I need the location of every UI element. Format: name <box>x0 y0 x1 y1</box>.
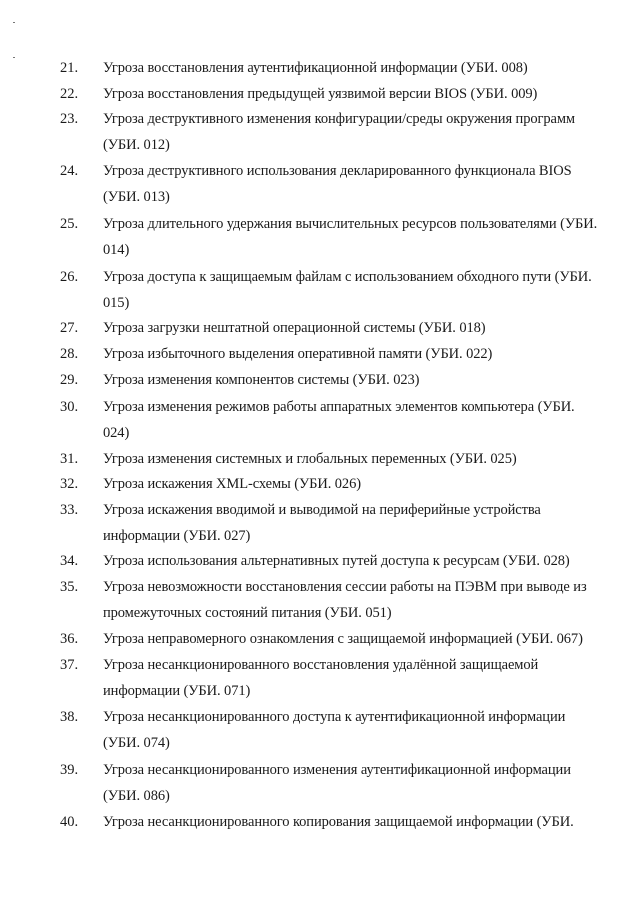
item-text: Угроза несанкционированного доступа к аутентификационной информации (УБИ. 074) <box>103 709 566 751</box>
item-number: 36. <box>60 631 79 647</box>
item-text: Угроза длительного удержания вычислительных ресурсов пользователями (УБИ. 014) <box>103 216 598 258</box>
item-text: Угроза искажения вводимой и выводимой на периферийные устройства информации (УБИ. 027) <box>103 502 541 544</box>
item-number: 29. <box>60 372 79 388</box>
item-number: 22. <box>60 86 79 102</box>
item-text: Угроза деструктивного изменения конфигурации/среды окружения программ (УБИ. 012) <box>103 111 576 153</box>
item-text: Угроза восстановления предыдущей уязвимой версии BIOS (УБИ. 009) <box>103 86 538 102</box>
item-text: Угроза изменения режимов работы аппаратных элементов компьютера (УБИ. 024) <box>103 399 575 441</box>
item-text: Угроза доступа к защищаемым файлам с использованием обходного пути (УБИ. 015) <box>103 269 592 311</box>
item-text: Угроза невозможности восстановления сессии работы на ПЭВМ при выводе из промежуточных состояний питания (УБИ. 051) <box>103 579 587 621</box>
item-number: 39. <box>60 762 79 778</box>
item-number: 34. <box>60 553 79 569</box>
scan-speck <box>13 22 15 23</box>
scan-speck <box>13 57 15 58</box>
item-number: 35. <box>60 579 79 595</box>
item-number: 38. <box>60 709 79 725</box>
item-text: Угроза несанкционированного копирования защищаемой информации (УБИ. <box>103 814 574 830</box>
item-number: 30. <box>60 399 79 415</box>
item-number: 25. <box>60 216 79 232</box>
item-text: Угроза деструктивного использования декларированного функционала BIOS (УБИ. 013) <box>103 163 572 205</box>
item-text: Угроза избыточного выделения оперативной памяти (УБИ. 022) <box>103 346 493 362</box>
item-number: 32. <box>60 476 79 492</box>
item-text: Угроза загрузки нештатной операционной системы (УБИ. 018) <box>103 320 486 336</box>
item-number: 23. <box>60 111 79 127</box>
item-text: Угроза изменения компонентов системы (УБИ. 023) <box>103 372 420 388</box>
item-number: 28. <box>60 346 79 362</box>
item-number: 31. <box>60 451 79 467</box>
item-number: 33. <box>60 502 79 518</box>
item-number: 37. <box>60 657 79 673</box>
item-text: Угроза использования альтернативных путей доступа к ресурсам (УБИ. 028) <box>103 553 570 569</box>
item-text: Угроза неправомерного ознакомления с защищаемой информацией (УБИ. 067) <box>103 631 583 647</box>
item-number: 24. <box>60 163 79 179</box>
item-number: 27. <box>60 320 79 336</box>
item-text: Угроза восстановления аутентификационной информации (УБИ. 008) <box>103 60 528 76</box>
item-number: 21. <box>60 60 79 76</box>
item-text: Угроза несанкционированного изменения аутентификационной информации (УБИ. 086) <box>103 762 571 804</box>
item-text: Угроза несанкционированного восстановления удалённой защищаемой информации (УБИ. 071) <box>103 657 539 699</box>
item-number: 26. <box>60 269 79 285</box>
item-number: 40. <box>60 814 79 830</box>
item-text: Угроза искажения XML-схемы (УБИ. 026) <box>103 476 361 492</box>
item-text: Угроза изменения системных и глобальных переменных (УБИ. 025) <box>103 451 517 467</box>
